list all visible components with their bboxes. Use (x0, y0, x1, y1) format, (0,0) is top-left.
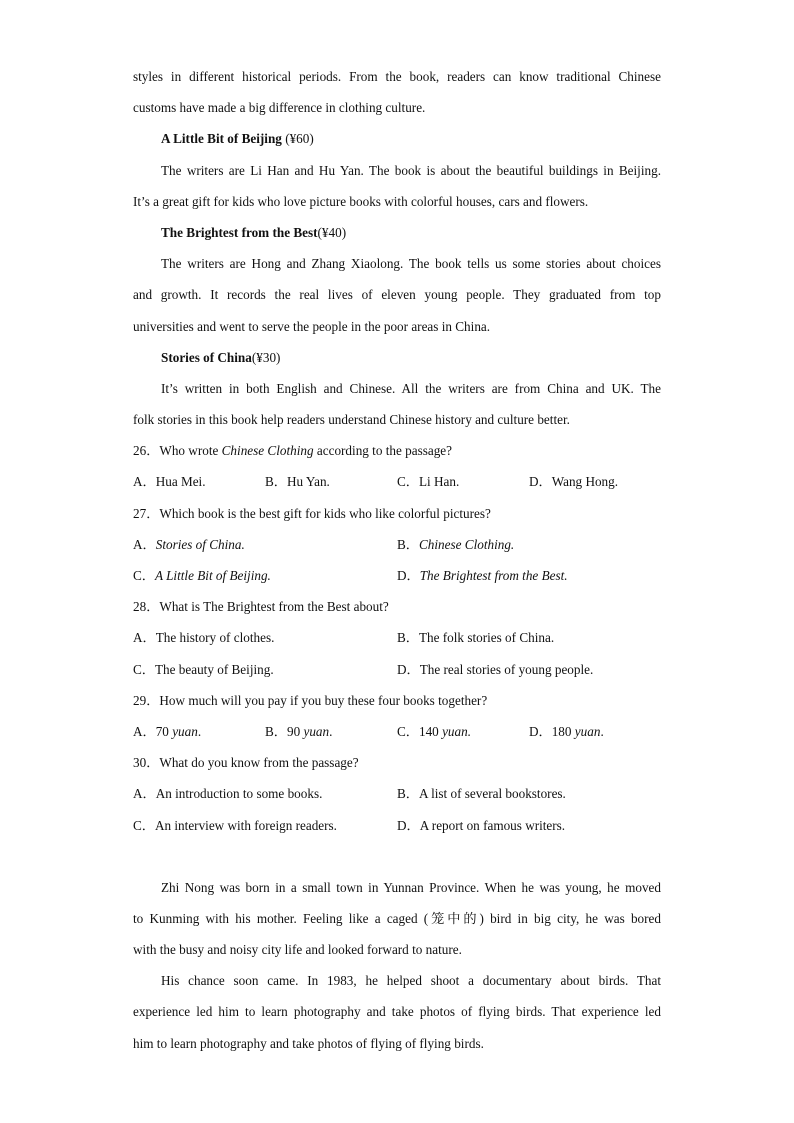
passage-text-line: His chance soon came. In 1983, he helped shoot a documentary about birds. That (161, 973, 661, 989)
passage-text-line: It’s written in both English and Chinese. All the writers are from China and UK. The (161, 380, 661, 396)
option-d: D．Wang Hong. (529, 474, 619, 490)
passage-text-line: him to learn photography and take photos of flying of flying birds. (133, 1035, 484, 1051)
option-c: C．The beauty of Beijing. (133, 661, 274, 677)
option-c: C．140 yuan. (397, 723, 471, 739)
passage-text-line: The writers are Hong and Zhang Xiaolong. The book tells us some stories about choices (161, 256, 661, 272)
book-heading (133, 217, 661, 248)
book-heading (133, 123, 661, 154)
option-b: B．The folk stories of China. (397, 630, 555, 646)
option-c: C．A Little Bit of Beijing. (133, 568, 271, 583)
passage-text-line: customs have made a big difference in clothing culture. (133, 100, 426, 116)
book-title-reference: Chinese Clothing (221, 443, 314, 459)
passage-text-line: The writers are Li Han and Hu Yan. The book is about the beautiful buildings in Beijing. (161, 162, 661, 178)
options-row (133, 778, 661, 809)
question-stem: 28．What is The Brightest from the Best about? (133, 599, 389, 615)
options-row (133, 466, 661, 497)
options-row (133, 529, 661, 560)
book-price: (¥30) (251, 349, 281, 365)
passage-text-line: to Kunming with his mother. Feeling like a caged (笼中的) bird in big city, he was bored (133, 910, 661, 926)
passage-text-line: It’s a great gift for kids who love picture books with colorful houses, cars and flowers. (133, 193, 589, 209)
book-title: A Little Bit of Beijing (161, 131, 282, 147)
options-row (133, 622, 661, 653)
option-b: B．A list of several bookstores. (397, 786, 566, 802)
option-c: C．An interview with foreign readers. (133, 817, 337, 833)
option-d: D．The real stories of young people. (397, 661, 594, 677)
option-d: D．A report on famous writers. (397, 817, 566, 833)
passage-text-line: styles in different historical periods. From the book, readers can know traditional Chinese (133, 69, 661, 84)
passage-text-line: Zhi Nong was born in a small town in Yunnan Province. When he was young, he moved (161, 879, 661, 895)
option-b: B．90 yuan. (265, 723, 333, 739)
book-heading (133, 342, 661, 373)
book-title: Stories of China (161, 349, 252, 365)
option-a: A．Hua Mei. (133, 474, 206, 490)
passage-text-line: universities and went to serve the people in the poor areas in China. (133, 318, 491, 334)
passage-text-line: folk stories in this book help readers understand Chinese history and culture better. (133, 412, 570, 428)
document-page (133, 61, 661, 1059)
option-a: A．70 yuan. (133, 723, 202, 739)
book-price: (¥40) (317, 224, 347, 240)
passage-text-line: and growth. It records the real lives of eleven young people. They graduated from top (133, 287, 661, 303)
option-b: B．Hu Yan. (265, 474, 330, 490)
option-b: B．Chinese Clothing. (397, 536, 515, 552)
book-title: The Brightest from the Best (161, 224, 318, 240)
question-stem: 30．What do you know from the passage? (133, 755, 359, 771)
question-stem-text: 26．Who wrote (133, 443, 222, 459)
passage-text-line: with the busy and noisy city life and looked forward to nature. (133, 942, 462, 958)
options-row (133, 810, 661, 841)
book-price: (¥60) (281, 131, 314, 147)
options-row (133, 716, 661, 747)
option-a: A．An introduction to some books. (133, 786, 323, 802)
option-c: C．Li Han. (397, 474, 460, 490)
options-row (133, 560, 661, 591)
option-d: D．180 yuan. (529, 723, 604, 739)
option-a: A．Stories of China. (133, 536, 245, 552)
question-stem: 27．Which book is the best gift for kids who like colorful pictures? (133, 505, 491, 521)
option-d: D．The Brightest from the Best. (397, 568, 568, 583)
options-row (133, 654, 661, 685)
option-a: A．The history of clothes. (133, 630, 275, 646)
question-stem: 29．How much will you pay if you buy these four books together? (133, 692, 488, 708)
section-gap (133, 841, 661, 872)
question-stem (133, 435, 661, 466)
question-stem-text: according to the passage? (313, 443, 453, 459)
passage-text-line: experience led him to learn photography and take photos of flying birds. That experience led (133, 1004, 661, 1020)
